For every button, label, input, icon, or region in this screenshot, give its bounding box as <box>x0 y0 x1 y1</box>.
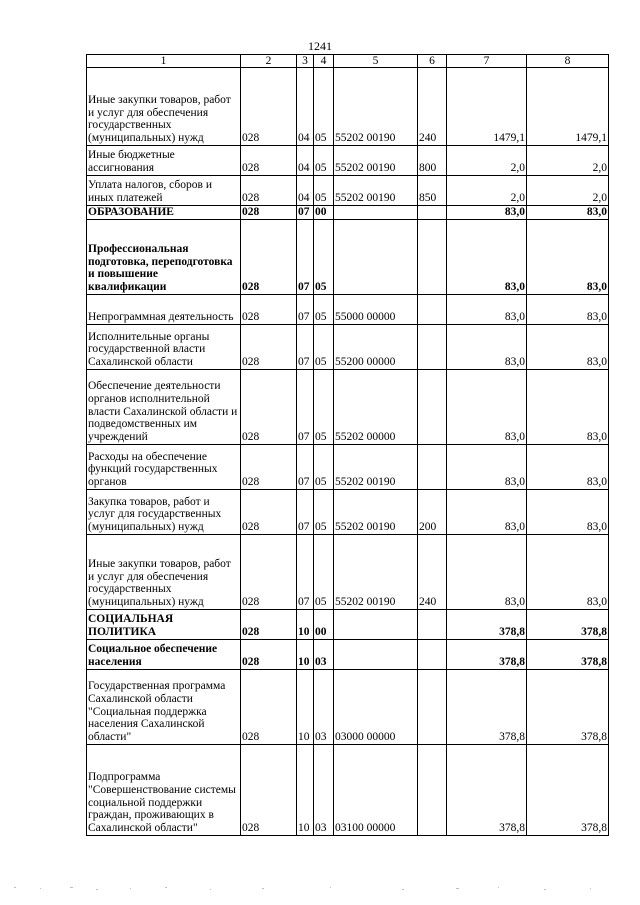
section-code-cell: 07 <box>297 535 314 610</box>
amount-col8-cell: 83,0 <box>527 445 609 490</box>
header-cell-2: 2 <box>241 55 297 68</box>
subsection-code-cell: 05 <box>314 490 334 535</box>
amount-col8-cell: 1479,1 <box>527 68 609 146</box>
section-code-cell: 04 <box>297 146 314 176</box>
header-cell-8: 8 <box>527 55 609 68</box>
budget-table <box>86 54 609 836</box>
target-article-code-cell: 55200 00000 <box>334 325 418 370</box>
table-row <box>87 220 609 295</box>
amount-col7-cell: 2,0 <box>447 146 527 176</box>
target-article-code-cell <box>334 206 418 220</box>
section-code-cell: 10 <box>297 670 314 745</box>
section-code-cell: 07 <box>297 445 314 490</box>
header-cell-3: 3 <box>297 55 314 68</box>
table-row <box>87 445 609 490</box>
amount-col8-cell: 378,8 <box>527 745 609 836</box>
amount-col8-cell: 83,0 <box>527 490 609 535</box>
target-article-code-cell: 55202 00000 <box>334 370 418 445</box>
section-code-cell: 10 <box>297 610 314 640</box>
table-row <box>87 176 609 206</box>
item-name-cell: Подпрограмма "Совершенствование системы социальной поддержки граждан, проживающих в Сахалинской области" <box>87 745 241 836</box>
item-name-cell: ОБРАЗОВАНИЕ <box>87 206 241 220</box>
table-row <box>87 535 609 610</box>
subsection-code-cell: 05 <box>314 445 334 490</box>
target-article-code-cell: 55202 00190 <box>334 490 418 535</box>
section-code-cell: 04 <box>297 68 314 146</box>
expense-type-code-cell <box>418 295 447 325</box>
amount-col7-cell: 83,0 <box>447 445 527 490</box>
subsection-code-cell: 03 <box>314 670 334 745</box>
expense-type-code-cell <box>418 610 447 640</box>
expense-type-code-cell: 800 <box>418 146 447 176</box>
target-article-code-cell: 55202 00190 <box>334 146 418 176</box>
expense-type-code-cell <box>418 370 447 445</box>
target-article-code-cell <box>334 220 418 295</box>
expense-type-code-cell <box>418 445 447 490</box>
table-body <box>87 55 609 836</box>
ministry-code-cell: 028 <box>241 370 297 445</box>
table-row <box>87 68 609 146</box>
item-name-cell: Непрограммная деятельность <box>87 295 241 325</box>
amount-col7-cell: 83,0 <box>447 370 527 445</box>
ministry-code-cell: 028 <box>241 206 297 220</box>
ministry-code-cell: 028 <box>241 445 297 490</box>
ministry-code-cell: 028 <box>241 220 297 295</box>
subsection-code-cell: 05 <box>314 370 334 445</box>
header-cell-7: 7 <box>447 55 527 68</box>
section-code-cell: 07 <box>297 295 314 325</box>
subsection-code-cell: 05 <box>314 68 334 146</box>
ministry-code-cell: 028 <box>241 295 297 325</box>
item-name-cell: Уплата налогов, сборов и иных платежей <box>87 176 241 206</box>
expense-type-code-cell <box>418 640 447 670</box>
item-name-cell: Иные бюджетные ассигнования <box>87 146 241 176</box>
item-name-cell: Социальное обеспечение населения <box>87 640 241 670</box>
amount-col7-cell: 83,0 <box>447 490 527 535</box>
header-cell-5: 5 <box>334 55 418 68</box>
amount-col7-cell: 1479,1 <box>447 68 527 146</box>
table-row <box>87 670 609 745</box>
expense-type-code-cell <box>418 745 447 836</box>
header-cell-6: 6 <box>418 55 447 68</box>
subsection-code-cell: 03 <box>314 745 334 836</box>
amount-col7-cell: 83,0 <box>447 206 527 220</box>
item-name-cell: Профессиональная подготовка, переподготовка и повышение квалификации <box>87 220 241 295</box>
amount-col8-cell: 83,0 <box>527 370 609 445</box>
target-article-code-cell: 03100 00000 <box>334 745 418 836</box>
subsection-code-cell: 05 <box>314 146 334 176</box>
item-name-cell: Государственная программа Сахалинской области "Социальная поддержка населения Сахалинской области" <box>87 670 241 745</box>
ministry-code-cell: 028 <box>241 640 297 670</box>
target-article-code-cell: 55202 00190 <box>334 68 418 146</box>
expense-type-code-cell <box>418 670 447 745</box>
ministry-code-cell: 028 <box>241 68 297 146</box>
item-name-cell: Обеспечение деятельности органов исполнительной власти Сахалинской области и подведомственных им учреждений <box>87 370 241 445</box>
subsection-code-cell: 05 <box>314 325 334 370</box>
amount-col7-cell: 83,0 <box>447 220 527 295</box>
scan-noise <box>0 884 640 892</box>
subsection-code-cell: 05 <box>314 295 334 325</box>
item-name-cell: Иные закупки товаров, работ и услуг для обеспечения государственных (муниципальных) нужд <box>87 535 241 610</box>
subsection-code-cell: 00 <box>314 206 334 220</box>
target-article-code-cell: 55000 00000 <box>334 295 418 325</box>
amount-col7-cell: 378,8 <box>447 670 527 745</box>
amount-col7-cell: 83,0 <box>447 295 527 325</box>
header-cell-4: 4 <box>314 55 334 68</box>
section-code-cell: 07 <box>297 206 314 220</box>
amount-col7-cell: 83,0 <box>447 325 527 370</box>
table-row <box>87 490 609 535</box>
section-code-cell: 07 <box>297 490 314 535</box>
subsection-code-cell: 00 <box>314 610 334 640</box>
target-article-code-cell: 55202 00190 <box>334 535 418 610</box>
table-row <box>87 325 609 370</box>
ministry-code-cell: 028 <box>241 176 297 206</box>
target-article-code-cell: 55202 00190 <box>334 176 418 206</box>
item-name-cell: Расходы на обеспечение функций государственных органов <box>87 445 241 490</box>
section-code-cell: 10 <box>297 640 314 670</box>
amount-col7-cell: 2,0 <box>447 176 527 206</box>
expense-type-code-cell: 850 <box>418 176 447 206</box>
table-row <box>87 206 609 220</box>
expense-type-code-cell: 240 <box>418 535 447 610</box>
subsection-code-cell: 05 <box>314 535 334 610</box>
ministry-code-cell: 028 <box>241 490 297 535</box>
section-code-cell: 10 <box>297 745 314 836</box>
item-name-cell: Исполнительные органы государственной власти Сахалинской области <box>87 325 241 370</box>
expense-type-code-cell <box>418 220 447 295</box>
target-article-code-cell <box>334 610 418 640</box>
amount-col7-cell: 83,0 <box>447 535 527 610</box>
section-code-cell: 04 <box>297 176 314 206</box>
amount-col7-cell: 378,8 <box>447 745 527 836</box>
expense-type-code-cell: 200 <box>418 490 447 535</box>
ministry-code-cell: 028 <box>241 535 297 610</box>
amount-col8-cell: 378,8 <box>527 640 609 670</box>
subsection-code-cell: 03 <box>314 640 334 670</box>
amount-col7-cell: 378,8 <box>447 610 527 640</box>
amount-col8-cell: 83,0 <box>527 220 609 295</box>
target-article-code-cell <box>334 640 418 670</box>
amount-col8-cell: 2,0 <box>527 176 609 206</box>
ministry-code-cell: 028 <box>241 610 297 640</box>
table-row <box>87 370 609 445</box>
target-article-code-cell: 03000 00000 <box>334 670 418 745</box>
ministry-code-cell: 028 <box>241 745 297 836</box>
table-row <box>87 640 609 670</box>
header-cell-1: 1 <box>87 55 241 68</box>
amount-col8-cell: 378,8 <box>527 610 609 640</box>
subsection-code-cell: 05 <box>314 220 334 295</box>
expense-type-code-cell <box>418 206 447 220</box>
ministry-code-cell: 028 <box>241 325 297 370</box>
ministry-code-cell: 028 <box>241 146 297 176</box>
table-row <box>87 610 609 640</box>
amount-col8-cell: 378,8 <box>527 670 609 745</box>
amount-col8-cell: 83,0 <box>527 535 609 610</box>
item-name-cell: СОЦИАЛЬНАЯ ПОЛИТИКА <box>87 610 241 640</box>
amount-col7-cell: 378,8 <box>447 640 527 670</box>
table-row <box>87 146 609 176</box>
expense-type-code-cell <box>418 325 447 370</box>
amount-col8-cell: 83,0 <box>527 206 609 220</box>
item-name-cell: Иные закупки товаров, работ и услуг для обеспечения государственных (муниципальных) нужд <box>87 68 241 146</box>
expense-type-code-cell: 240 <box>418 68 447 146</box>
amount-col8-cell: 83,0 <box>527 325 609 370</box>
item-name-cell: Закупка товаров, работ и услуг для государственных (муниципальных) нужд <box>87 490 241 535</box>
section-code-cell: 07 <box>297 370 314 445</box>
table-header-row <box>87 55 609 68</box>
page-number: 1241 <box>308 39 332 53</box>
table-row <box>87 295 609 325</box>
ministry-code-cell: 028 <box>241 670 297 745</box>
target-article-code-cell: 55202 00190 <box>334 445 418 490</box>
amount-col8-cell: 83,0 <box>527 295 609 325</box>
amount-col8-cell: 2,0 <box>527 146 609 176</box>
subsection-code-cell: 05 <box>314 176 334 206</box>
section-code-cell: 07 <box>297 325 314 370</box>
section-code-cell: 07 <box>297 220 314 295</box>
table-row <box>87 745 609 836</box>
